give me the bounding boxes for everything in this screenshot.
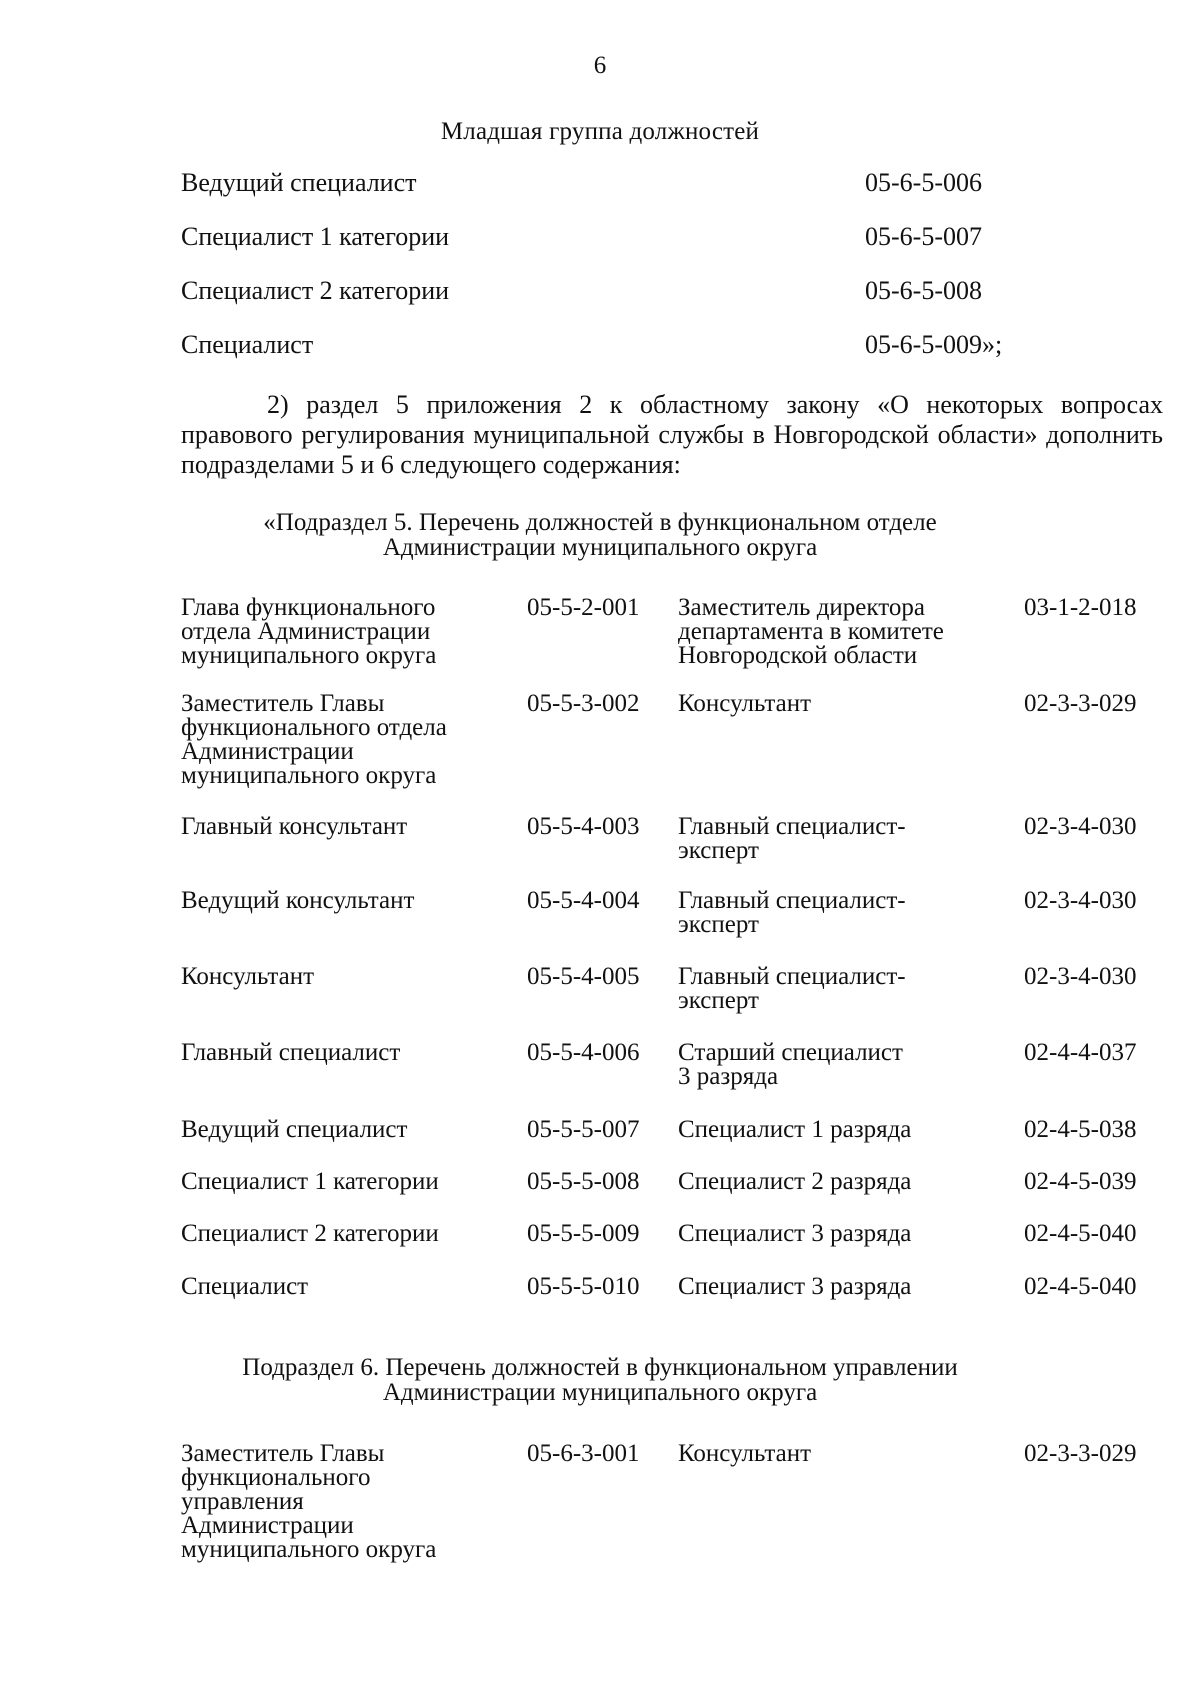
table-row [181, 1041, 1161, 1118]
civil-code: 02-4-5-040 [1024, 1220, 1137, 1247]
municipal-position: Специалист [181, 1273, 309, 1300]
civil-position: Заместитель директора департамента в комитете Новгородской области [678, 594, 944, 669]
list-item [181, 330, 1061, 384]
municipal-position: Заместитель Главы функционального управления Администрации муниципального округа [181, 1440, 437, 1563]
amendment-paragraph: 2) раздел 5 приложения 2 к областному закону «О некоторых вопросах правового регулирования муниципальной службы в Новгородской области» дополнить подразделами 5 и 6 следующего содержания: [181, 390, 1163, 479]
table-row [181, 1275, 1161, 1315]
municipal-position: Глава функционального отдела Администрации муниципального округа [181, 594, 437, 669]
civil-code: 02-3-4-030 [1024, 887, 1137, 914]
municipal-code: 05-5-4-003 [527, 813, 640, 840]
municipal-code: 05-5-5-008 [527, 1168, 640, 1195]
civil-code: 02-4-5-038 [1024, 1116, 1137, 1143]
table-row [181, 692, 1161, 815]
municipal-position: Специалист 2 категории [181, 1220, 439, 1247]
junior-group-title: Младшая группа должностей [440, 118, 760, 145]
table-row [181, 1442, 1161, 1572]
civil-position: Главный специалист- эксперт [678, 813, 906, 864]
municipal-code: 05-6-3-001 [527, 1440, 640, 1467]
civil-code: 02-4-4-037 [1024, 1039, 1137, 1066]
municipal-position: Главный специалист [181, 1039, 401, 1066]
civil-code: 02-3-3-029 [1024, 690, 1137, 717]
junior-positions-list [181, 168, 1061, 384]
civil-code: 02-3-4-030 [1024, 813, 1137, 840]
table-row [181, 815, 1161, 889]
position-code: 05-6-5-009»; [865, 330, 1003, 359]
municipal-position: Главный консультант [181, 813, 408, 840]
civil-position: Специалист 2 разряда [678, 1168, 912, 1195]
table-row [181, 965, 1161, 1041]
municipal-code: 05-5-5-007 [527, 1116, 640, 1143]
table-row [181, 1170, 1161, 1222]
position-name: Специалист 1 категории [181, 222, 450, 251]
civil-code: 02-4-5-039 [1024, 1168, 1137, 1195]
position-code: 05-6-5-006 [865, 168, 982, 197]
position-code: 05-6-5-007 [865, 222, 982, 251]
position-name: Специалист 2 категории [181, 276, 450, 305]
list-item [181, 276, 1061, 330]
table-row [181, 1222, 1161, 1275]
municipal-code: 05-5-4-004 [527, 887, 640, 914]
municipal-position: Заместитель Главы функционального отдела Администрации муниципального округа [181, 690, 447, 789]
position-name: Специалист [181, 330, 314, 359]
subsection-6-table [181, 1442, 1161, 1572]
civil-position: Старший специалист 3 разряда [678, 1039, 903, 1090]
municipal-code: 05-5-3-002 [527, 690, 640, 717]
subsection-6-title: Подраздел 6. Перечень должностей в функциональном управлении Администрации муниципального округа [242, 1354, 958, 1406]
municipal-position: Ведущий консультант [181, 887, 415, 914]
municipal-code: 05-5-5-009 [527, 1220, 640, 1247]
civil-code: 02-3-3-029 [1024, 1440, 1137, 1467]
position-name: Ведущий специалист [181, 168, 417, 197]
list-item [181, 222, 1061, 276]
civil-code: 02-3-4-030 [1024, 963, 1137, 990]
civil-position: Специалист 1 разряда [678, 1116, 912, 1143]
municipal-code: 05-5-5-010 [527, 1273, 640, 1300]
table-row [181, 1118, 1161, 1170]
civil-position: Специалист 3 разряда [678, 1273, 912, 1300]
civil-position: Специалист 3 разряда [678, 1220, 912, 1247]
municipal-position: Ведущий специалист [181, 1116, 408, 1143]
civil-position: Консультант [678, 1440, 812, 1467]
table-row [181, 596, 1161, 692]
subsection-5-title: «Подраздел 5. Перечень должностей в функциональном отделе Администрации муниципального округа [263, 509, 937, 561]
civil-position: Консультант [678, 690, 812, 717]
table-row [181, 889, 1161, 965]
municipal-position: Специалист 1 категории [181, 1168, 439, 1195]
municipal-position: Консультант [181, 963, 315, 990]
subsection-5-table [181, 596, 1161, 1315]
page-number: 6 [593, 52, 607, 79]
civil-code: 02-4-5-040 [1024, 1273, 1137, 1300]
list-item [181, 168, 1061, 222]
municipal-code: 05-5-4-005 [527, 963, 640, 990]
civil-position: Главный специалист- эксперт [678, 887, 906, 938]
civil-code: 03-1-2-018 [1024, 594, 1137, 621]
civil-position: Главный специалист- эксперт [678, 963, 906, 1014]
position-code: 05-6-5-008 [865, 276, 982, 305]
municipal-code: 05-5-4-006 [527, 1039, 640, 1066]
municipal-code: 05-5-2-001 [527, 594, 640, 621]
